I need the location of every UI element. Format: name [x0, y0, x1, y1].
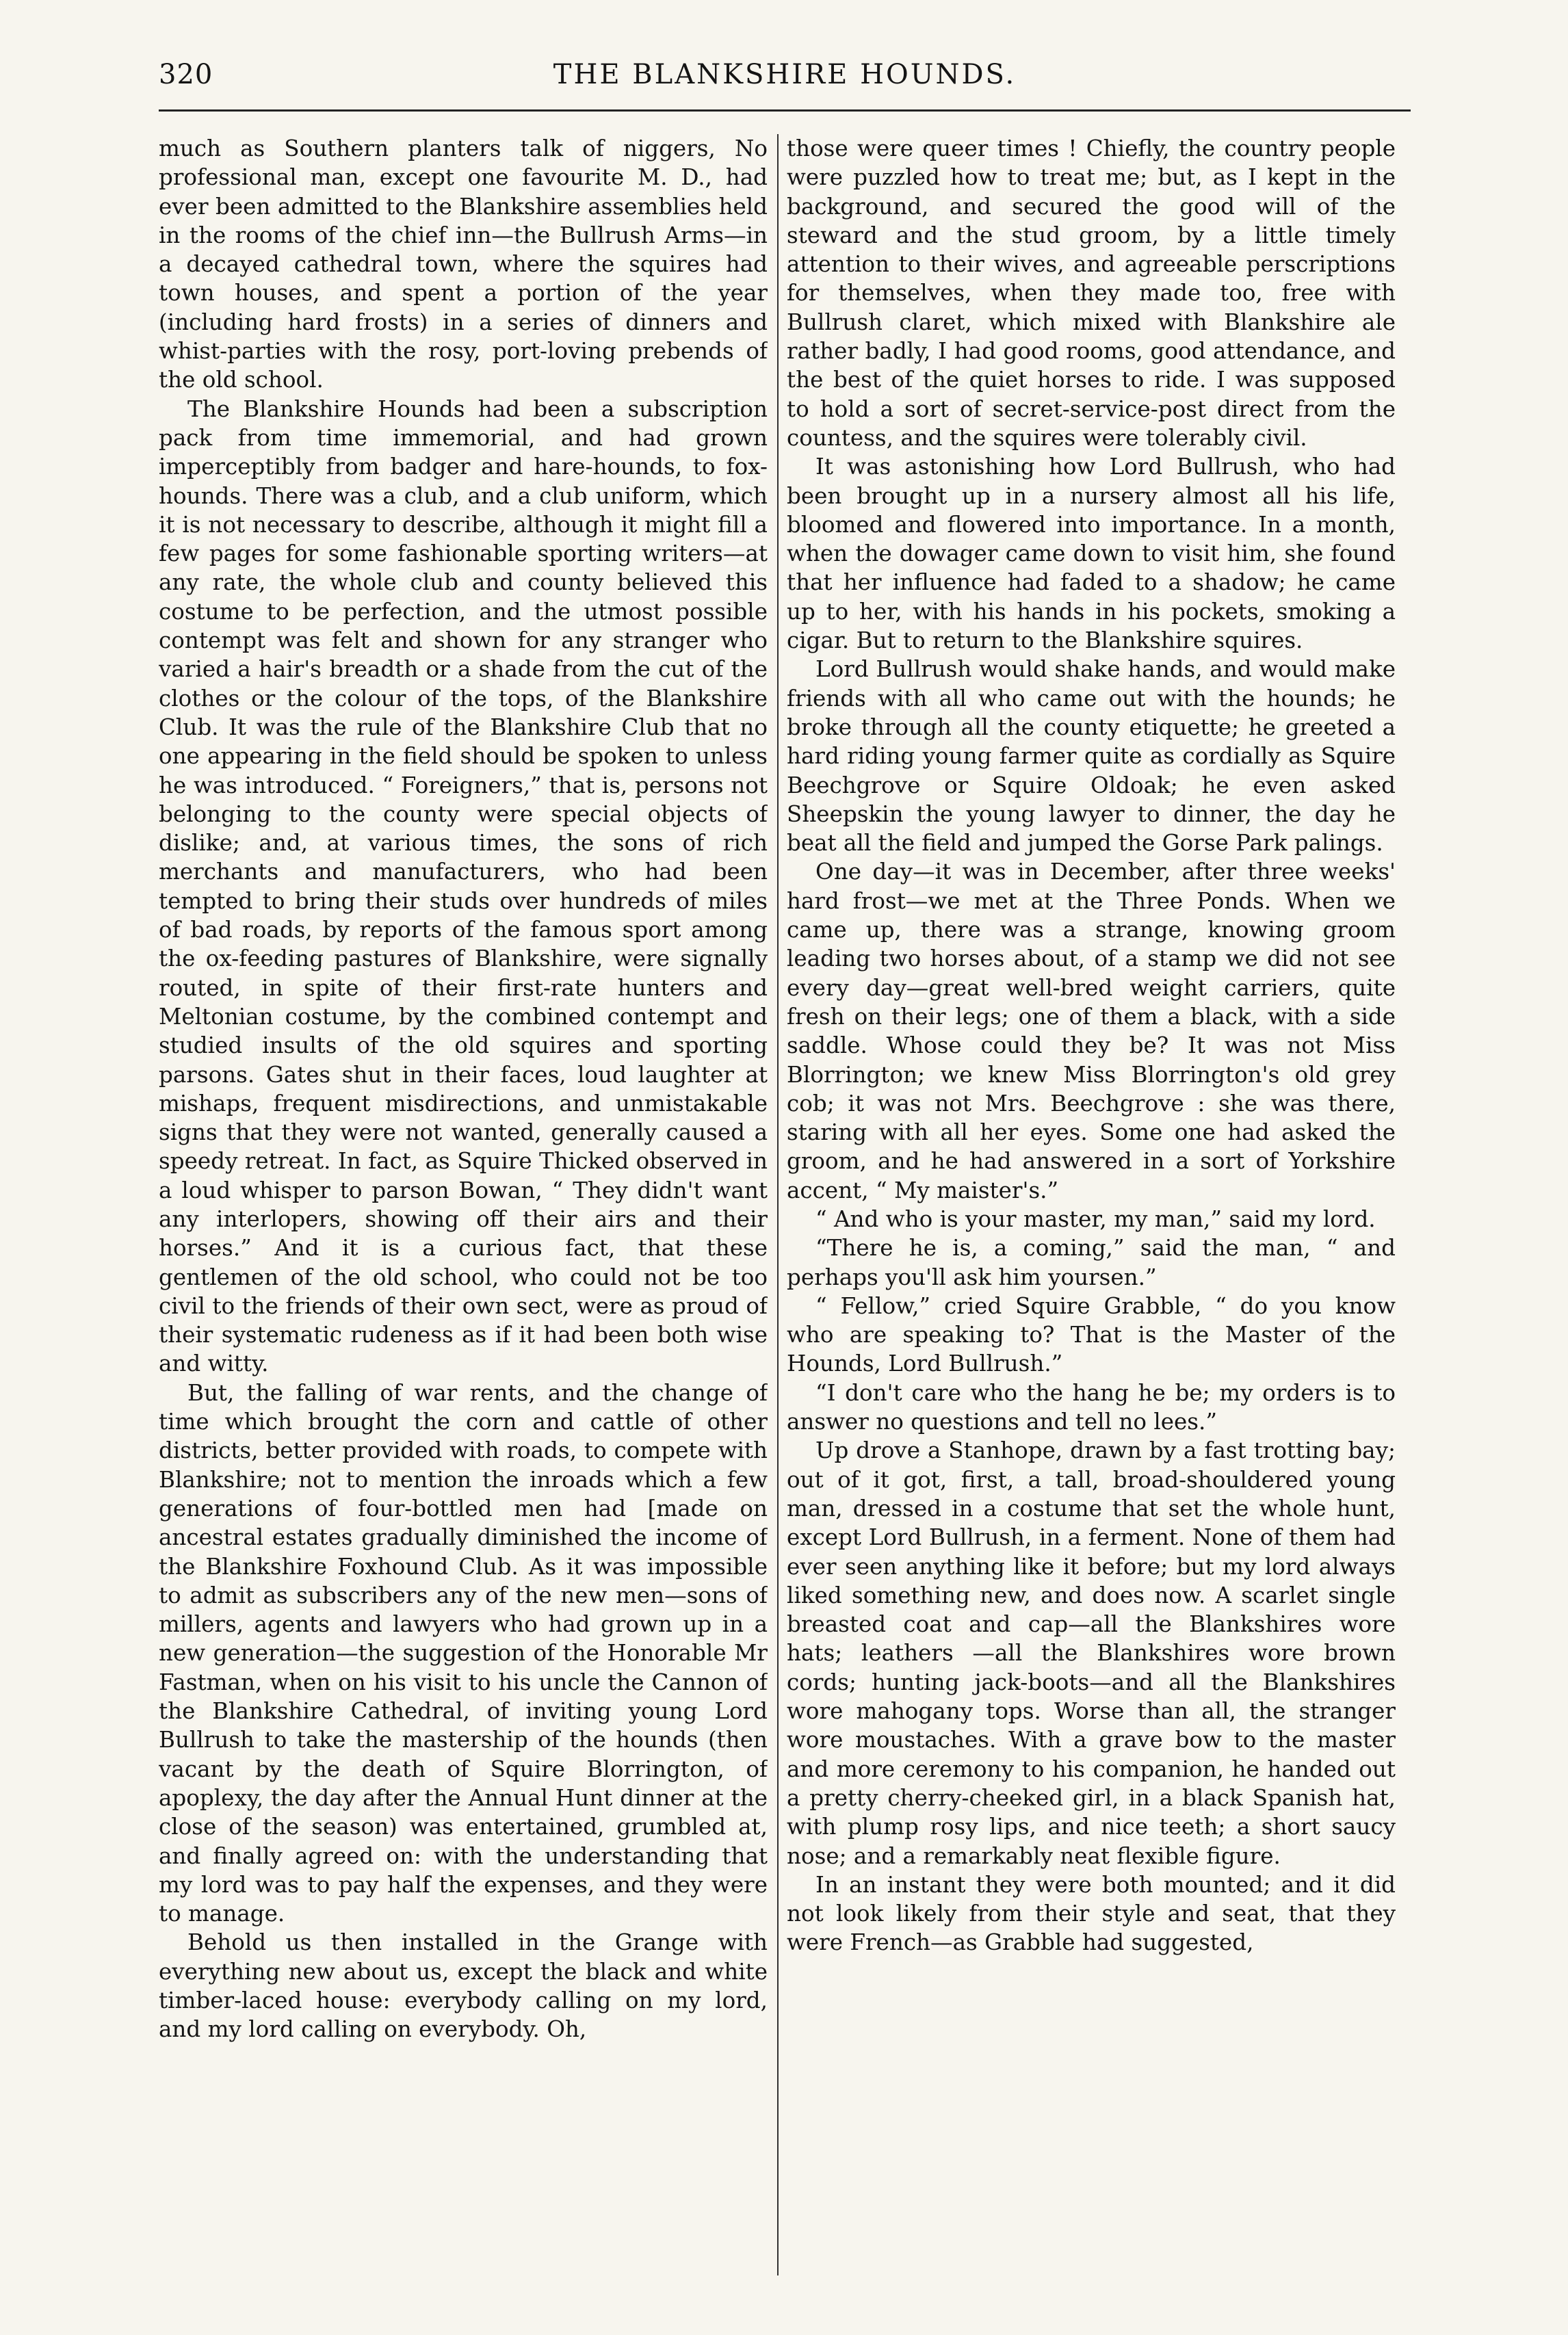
paragraph: In an instant they were both mounted; and it did not look likely from their style and seat, that they were French—as Grabble had suggested, [787, 1871, 1396, 1956]
paragraph: “ And who is your master, my man,” said my lord. [815, 1205, 1376, 1232]
column-divider [777, 134, 779, 2275]
paragraph: Up drove a Stanhope, drawn by a fast trotting bay; out of it got, first, a tall, broad-shouldered young man, dressed in a costume that set the whole hunt, except Lord Bullrush, in a ferment. None of them had ever seen anything like it before; but my lord always liked something new, and does now. A scarlet single breasted coat and cap—all the Blankshires wore hats; leathers —all the Blankshires wore brown cords; hunting jack-boots—and all the Blankshires wore mahogany tops. Worse than all, the stranger wore moustaches. With a grave bow to the master and more ceremony to his companion, he handed out a pretty cherry-cheeked girl, in a black Spanish hat, with plump rosy lips, and nice teeth; a short saucy nose; and a remarkably neat flexible figure. [787, 1437, 1396, 1869]
running-title: THE BLANKSHIRE HOUNDS. [553, 59, 1017, 90]
paragraph: One day—it was in December, after three weeks' hard frost—we met at the Three Ponds. When we came up, there was a strange, knowing groom leading two horses about, of a stamp we did not see every day—great well-bred weight carriers, quite fresh on their legs; one of them a black, with a side saddle. Whose could they be? It was not Miss Blorrington; we knew Miss Blorrington's old grey cob; it was not Mrs. Beechgrove : she was there, staring with all her eyes. Some one had asked the groom, and he had answered in a sort of Yorkshire accent, “ My maister's.” [787, 859, 1396, 1203]
header-rule [159, 109, 1411, 112]
left-column [159, 134, 768, 2296]
paragraph: Lord Bullrush would shake hands, and would make friends with all who came out with the hounds; he broke through all the county etiquette; he greeted a hard riding young farmer quite as cordially as Squire Beechgrove or Squire Oldoak; he even asked Sheepskin the young lawyer to dinner, the day he beat all the field and jumped the Gorse Park palings. [787, 656, 1396, 857]
paragraph: “I don't care who the hang he be; my orders is to answer no questions and tell no lees.” [787, 1379, 1396, 1435]
right-column [787, 134, 1396, 2296]
paragraph: Behold us then installed in the Grange with everything new about us, except the black and white timber-laced house: everybody calling on my lord, and my lord calling on everybody. Oh, [159, 1929, 768, 2043]
paragraph: “ Fellow,” cried Squire Grabble, “ do you know who are speaking to? That is the Master of the Hounds, Lord Bullrush.” [787, 1292, 1396, 1377]
paragraph: much as Southern planters talk of niggers, No professional man, except one favourite M. D., had ever been admitted to the Blankshire assemblies held in the rooms of the chief inn—the Bullrush Arms—in a decayed cathedral town, where the squires had town houses, and spent a portion of the year (including hard frosts) in a series of dinners and whist-parties with the rosy, port-loving prebends of the old school. [159, 135, 768, 393]
paragraph: It was astonishing how Lord Bullrush, who had been brought up in a nursery almost all his life, bloomed and flowered into importance. In a month, when the dowager came down to visit him, she found that her influence had faded to a shadow; he came up to her, with his hands in his pockets, smoking a cigar. But to return to the Blankshire squires. [787, 454, 1396, 654]
paragraph: But, the falling of war rents, and the change of time which brought the corn and cattle of other districts, better provided with roads, to compete with Blankshire; not to mention the inroads which a few generations of four-bottled men had [made on ancestral estates gradually diminished the income of the Blankshire Foxhound Club. As it was impossible to admit as subscribers any of the new men—sons of millers, agents and lawyers who had grown up in a new generation—the suggestion of the Honorable Mr Fastman, when on his visit to his uncle the Cannon of the Blankshire Cathedral, of inviting young Lord Bullrush to take the mastership of the hounds (then vacant by the death of Squire Blorrington, of apoplexy, the day after the Annual Hunt dinner at the close of the season) was entertained, grumbled at, and finally agreed on: with the understanding that my lord was to pay half the expenses, and they were to manage. [159, 1379, 768, 1927]
page-number: 320 [159, 59, 213, 90]
paragraph: The Blankshire Hounds had been a subscription pack from time immemorial, and had grown imperceptibly from badger and hare-hounds, to fox-hounds. There was a club, and a club uniform, which it is not necessary to describe, although it might fill a few pages for some fashionable sporting writers—at any rate, the whole club and county believed this costume to be perfection, and the utmost possible contempt was felt and shown for any stranger who varied a hair's breadth or a shade from the cut of the clothes or the colour of the tops, of the Blankshire Club. It was the rule of the Blankshire Club that no one appearing in the field should be spoken to unless he was introduced. “ Foreigners,” that is, persons not belonging to the county were special objects of dislike; and, at various times, the sons of rich merchants and manufacturers, who had been tempted to bring their studs over hundreds of miles of bad roads, by reports of the famous sport among the ox-feeding pastures of Blankshire, were signally routed, in spite of their first-rate hunters and Meltonian costume, by the combined contempt and studied insults of the old squires and sporting parsons. Gates shut in their faces, loud laughter at mishaps, frequent misdirections, and unmistakable signs that they were not wanted, generally caused a speedy retreat. In fact, as Squire Thicked observed in a loud whisper to parson Bowan, “ They didn't want any interlopers, showing off their airs and their horses.” And it is a curious fact, that these gentlemen of the old school, who could not be too civil to the friends of their own sect, were as proud of their systematic rudeness as if it had been both wise and witty. [159, 395, 768, 1377]
paragraph: those were queer times ! Chiefly, the country people were puzzled how to treat me; but, as I kept in the background, and secured the good will of the steward and the stud groom, by a little timely attention to their wives, and agreeable perscriptions for themselves, when they made too, free with Bullrush claret, which mixed with Blankshire ale rather badly, I had good rooms, good attendance, and the best of the quiet horses to ride. I was supposed to hold a sort of secret-service-post direct from the countess, and the squires were tolerably civil. [787, 135, 1396, 451]
page-header [159, 59, 1411, 101]
paragraph: “There he is, a coming,” said the man, “ and perhaps you'll ask him yoursen.” [787, 1235, 1396, 1290]
